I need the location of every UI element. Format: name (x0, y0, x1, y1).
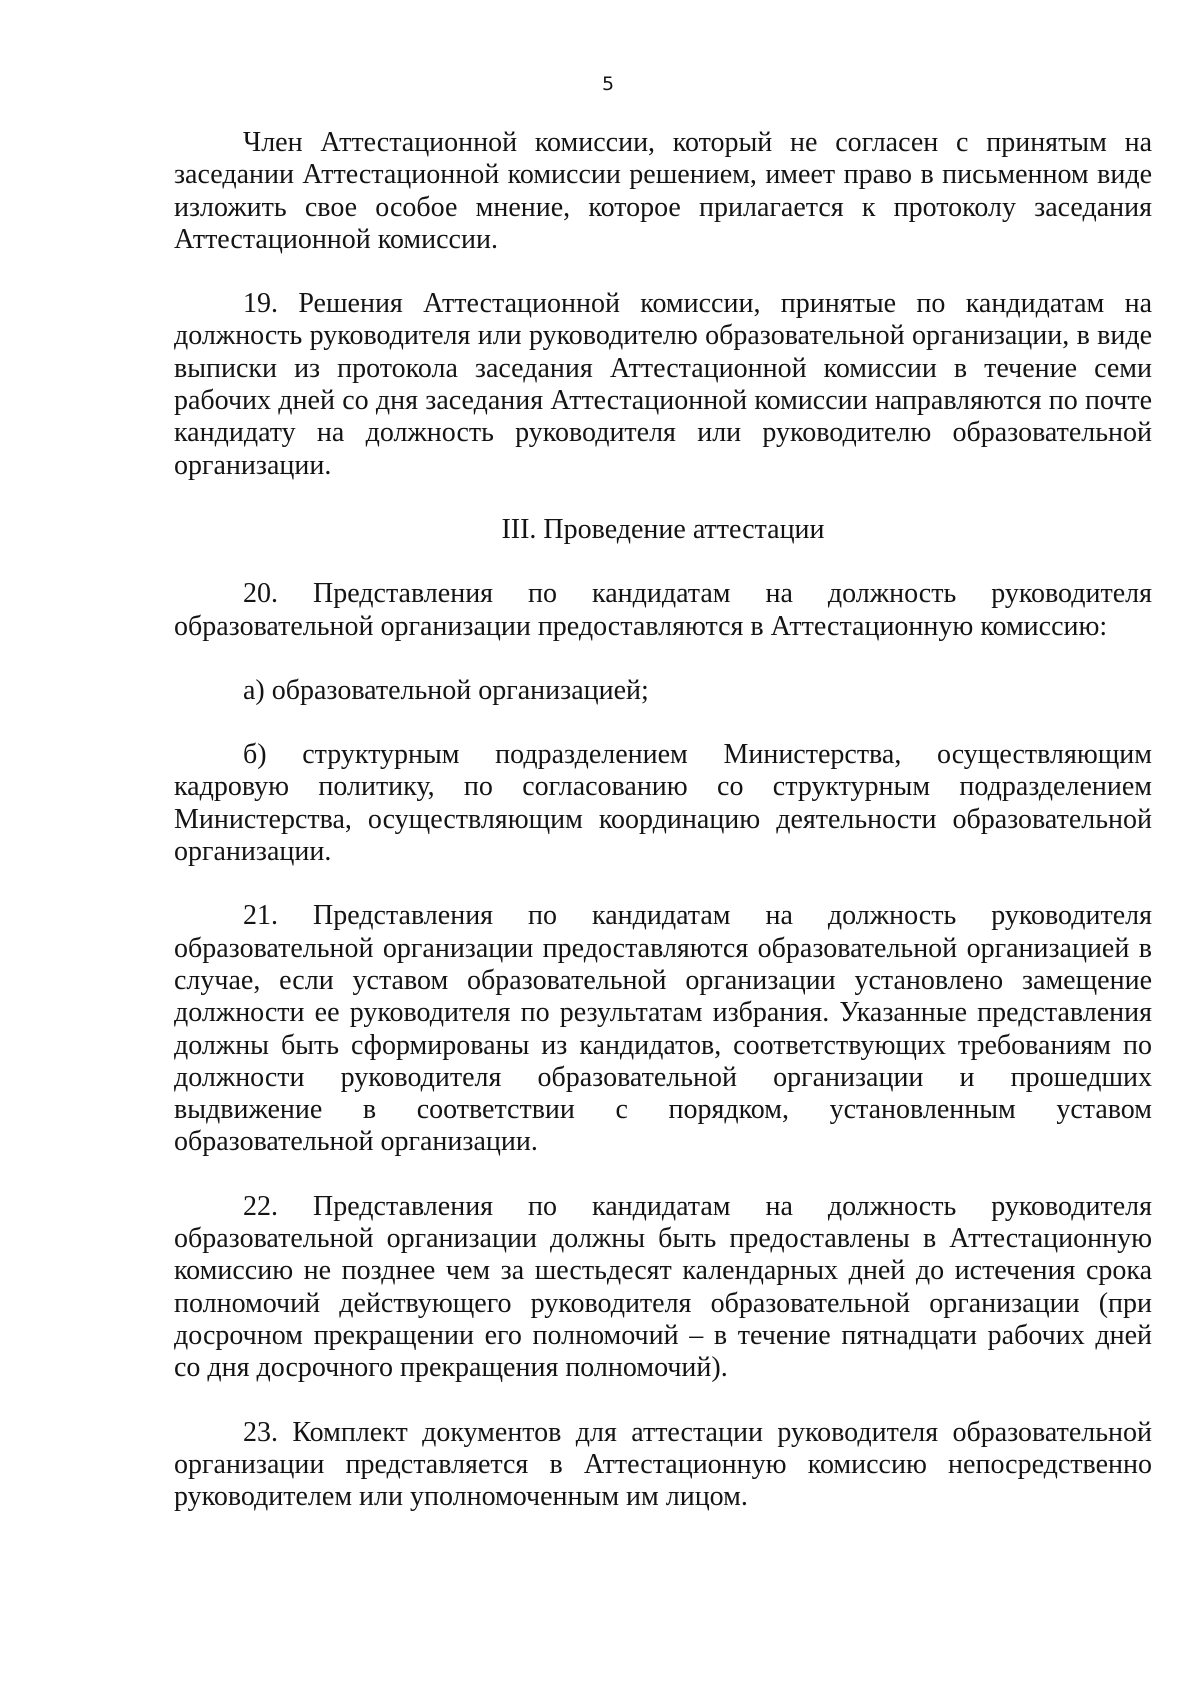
paragraph-19: 19. Решения Аттестационной комиссии, принятые по кандидатам на должность руководителя или руководителю образовательной организации, в виде выписки из протокола заседания Аттестационной комиссии в течение семи рабочих дней со дня заседания Аттестационной комиссии направляются по почте кандидату на должность руководителя или руководителю образовательной организации. (174, 288, 1152, 481)
paragraph-20: 20. Представления по кандидатам на должность руководителя образовательной организации предоставляются в Аттестационную комиссию: (174, 578, 1152, 642)
paragraph-20-item-a: а) образовательной организацией; (243, 674, 649, 706)
page-number: 5 (601, 73, 615, 95)
paragraph-21: 21. Представления по кандидатам на должность руководителя образовательной организации предоставляются образовательной организацией в случае, если уставом образовательной организации установлено замещение должности ее руководителя по результатам избрания. Указанные представления должны быть сформированы из кандидатов, соответствующих требованиям по должности руководителя образовательной организации и прошедших выдвижение в соответствии с порядком, установленным уставом образовательной организации. (174, 900, 1152, 1158)
paragraph-23: 23. Комплект документов для аттестации руководителя образовательной организации представляется в Аттестационную комиссию непосредственно руководителем или уполномоченным им лицом. (174, 1416, 1152, 1513)
section-heading: III. Проведение аттестации (501, 513, 825, 545)
paragraph-dissenting-opinion: Член Аттестационной комиссии, который не согласен с принятым на заседании Аттестационной комиссии решением, имеет право в письменном виде изложить свое особое мнение, которое прилагается к протоколу заседания Аттестационной комиссии. (174, 127, 1152, 255)
document-body (174, 127, 1152, 1545)
paragraph-20-item-b: б) структурным подразделением Министерства, осуществляющим кадровую политику, по согласованию со структурным подразделением Министерства, осуществляющим координацию деятельности образовательной организации. (174, 739, 1152, 868)
paragraph-22: 22. Представления по кандидатам на должность руководителя образовательной организации должны быть предоставлены в Аттестационную комиссию не позднее чем за шестьдесят календарных дней до истечения срока полномочий действующего руководителя образовательной организации (при досрочном прекращении его полномочий – в течение пятнадцати рабочих дней со дня досрочного прекращения полномочий). (174, 1190, 1152, 1384)
